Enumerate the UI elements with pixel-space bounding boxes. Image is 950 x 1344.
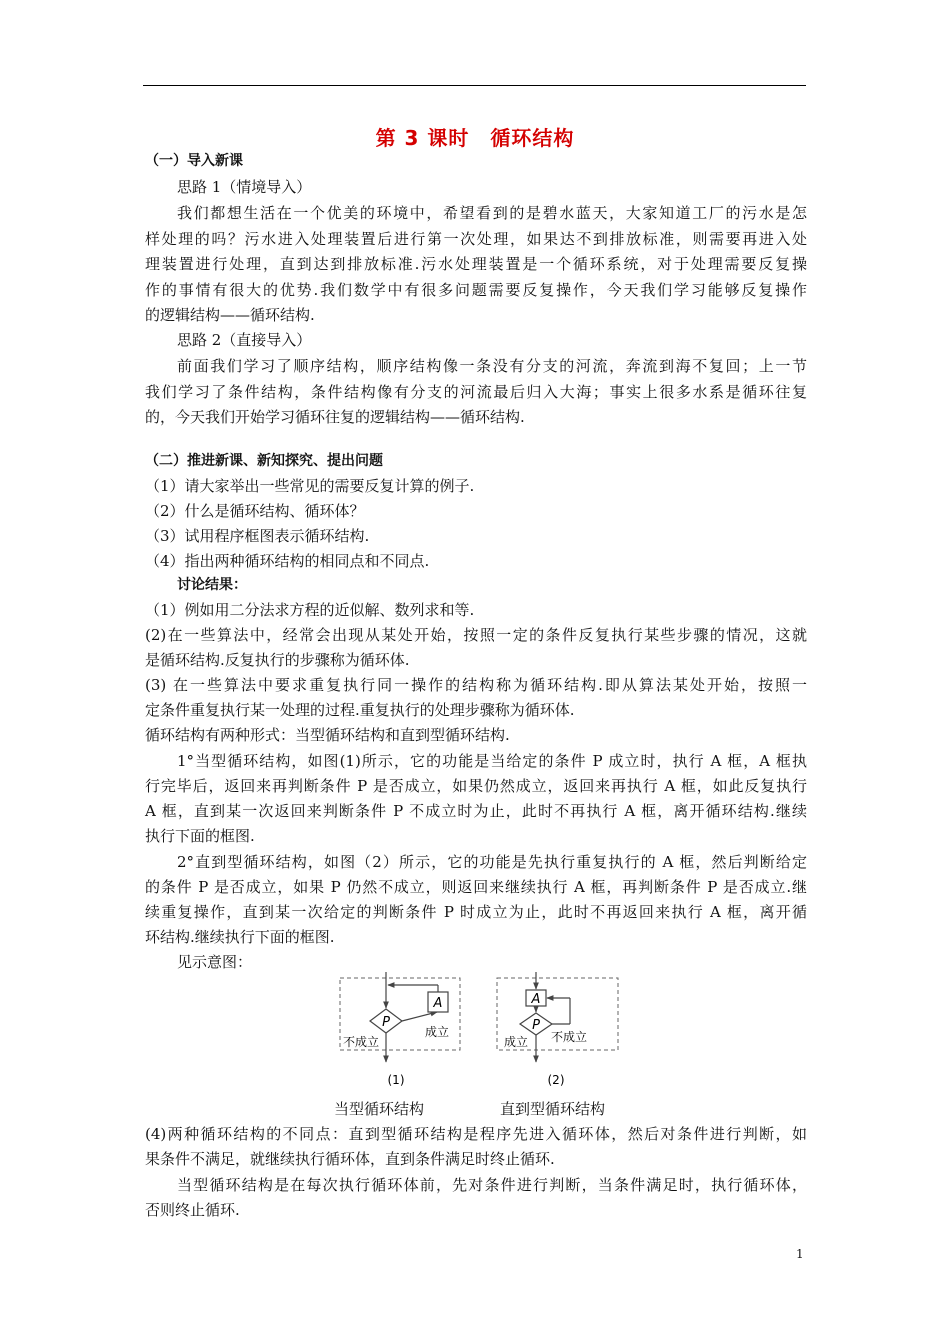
paragraph-line: (2)在一些算法中，经常会出现从某处开始，按照一定的条件反复执行某些步骤的情况，这就 <box>145 626 807 644</box>
paragraph-line: 1°当型循环结构，如图(1)所示，它的功能是当给定的条件 P 成立时，执行 A 框，A 框执 <box>177 752 807 770</box>
while-loop-flowchart <box>336 972 466 1092</box>
figure-number: (1) <box>387 1073 405 1087</box>
question-item: （4）指出两种循环结构的相同点和不同点. <box>145 552 430 570</box>
paragraph-line: 我们都想生活在一个优美的环境中，希望看到的是碧水蓝天，大家知道工厂的污水是怎 <box>177 204 807 222</box>
condition-label: P <box>382 1015 390 1030</box>
header-rule <box>143 85 806 86</box>
paragraph-line: 是循环结构.反复执行的步骤称为循环体. <box>145 651 410 669</box>
paragraph-line: 续重复操作，直到某一次给定的判断条件 P 时成立为止，此时不再返回来执行 A 框，离开循 <box>145 903 807 921</box>
paragraph-line: 循环结构有两种形式：当型循环结构和直到型循环结构. <box>145 726 510 744</box>
paragraph-line: 样处理的吗？污水进入处理装置后进行第一次处理，如果达不到排放标准，则需要再进入处 <box>145 230 807 248</box>
process-label: A <box>433 996 443 1011</box>
discussion-heading: 讨论结果： <box>177 577 247 593</box>
paragraph-line: 的条件 P 是否成立，如果 P 仍然不成立，则返回来继续执行 A 框，再判断条件 P 是否成立.继 <box>145 878 807 896</box>
paragraph-line: (4)两种循环结构的不同点：直到型循环结构是程序先进入循环体，然后对条件进行判断，如 <box>145 1125 807 1143</box>
result-1: （1）例如用二分法求方程的近似解、数列求和等. <box>145 601 475 619</box>
paragraph-line: 作的事情有很大的优势.我们数学中有很多问题需要反复操作，今天我们学习能够反复操作 <box>145 281 807 299</box>
idea1-heading: 思路 1（情境导入） <box>177 178 312 196</box>
lesson-title: 第 3 课时 循环结构 <box>375 126 575 150</box>
section1-heading: （一）导入新课 <box>145 153 243 169</box>
figure2-caption: 直到型循环结构 <box>500 1100 606 1118</box>
paragraph-line: 前面我们学习了顺序结构，顺序结构像一条没有分支的河流，奔流到海不复回；上一节 <box>177 357 807 375</box>
paragraph-line: A 框，直到某一次返回来判断条件 P 不成立时为止，此时不再执行 A 框，离开循环结构.继续 <box>145 802 807 820</box>
paragraph-line: 的逻辑结构——循环结构. <box>145 306 315 324</box>
no-label: 不成立 <box>551 1030 588 1044</box>
paragraph-line: 果条件不满足，就继续执行循环体，直到条件满足时终止循环. <box>145 1150 555 1168</box>
paragraph-line: 当型循环结构是在每次执行循环体前，先对条件进行判断，当条件满足时，执行循环体， <box>177 1176 807 1194</box>
yes-label: 成立 <box>425 1025 450 1039</box>
paragraph-line: (3) 在一些算法中要求重复执行同一操作的结构称为循环结构.即从算法某处开始，按照一 <box>145 676 807 694</box>
condition-label: P <box>532 1018 540 1033</box>
paragraph-line: 否则终止循环. <box>145 1201 240 1219</box>
question-item: （2）什么是循环结构、循环体？ <box>145 502 365 520</box>
paragraph-line: 定条件重复执行某一处理的过程.重复执行的处理步骤称为循环体. <box>145 701 575 719</box>
paragraph-line: 的，今天我们开始学习循环往复的逻辑结构——循环结构. <box>145 408 525 426</box>
paragraph-line: 执行下面的框图. <box>145 827 255 845</box>
section2-heading: （二）推进新课、新知探究、提出问题 <box>145 453 383 469</box>
paragraph-line: 见示意图： <box>177 953 253 971</box>
paragraph-line: 理装置进行处理，直到达到排放标准.污水处理装置是一个循环系统，对于处理需要反复操 <box>145 255 807 273</box>
figure-number: (2) <box>547 1073 565 1087</box>
until-loop-flowchart <box>495 972 625 1092</box>
process-label: A <box>531 992 541 1007</box>
figure1-caption: 当型循环结构 <box>334 1100 425 1118</box>
paragraph-line: 环结构.继续执行下面的框图. <box>145 928 335 946</box>
no-label: 不成立 <box>343 1035 380 1049</box>
page-number: 1 <box>796 1247 804 1261</box>
yes-label: 成立 <box>504 1035 529 1049</box>
idea2-heading: 思路 2（直接导入） <box>177 331 312 349</box>
question-item: （1）请大家举出一些常见的需要反复计算的例子. <box>145 477 475 495</box>
paragraph-line: 2°直到型循环结构，如图（2）所示，它的功能是先执行重复执行的 A 框，然后判断给定 <box>177 853 807 871</box>
paragraph-line: 行完毕后，返回来再判断条件 P 是否成立，如果仍然成立，返回来再执行 A 框，如此反复执行 <box>145 777 807 795</box>
paragraph-line: 我们学习了条件结构，条件结构像有分支的河流最后归入大海；事实上很多水系是循环往复 <box>145 383 807 401</box>
question-item: （3）试用程序框图表示循环结构. <box>145 527 370 545</box>
